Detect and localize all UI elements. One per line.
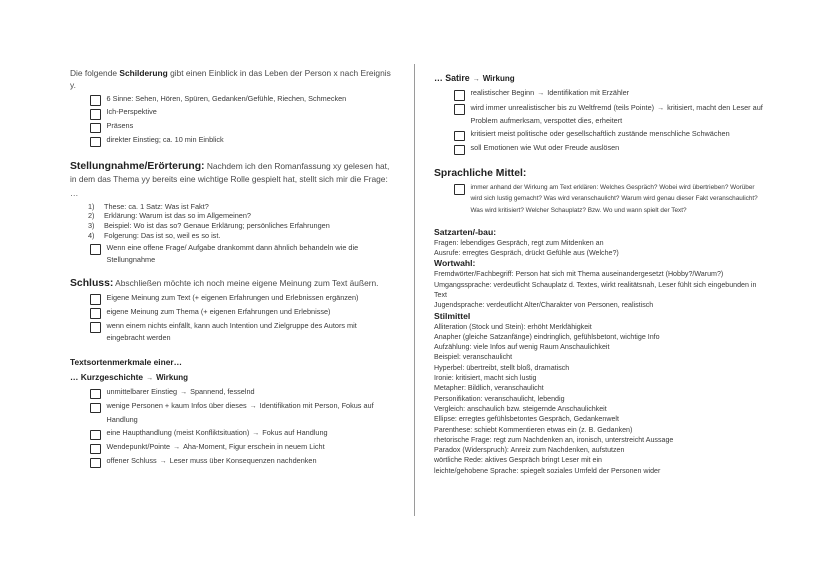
- checkbox[interactable]: [90, 244, 101, 255]
- kurzgeschichte-heading: … Kurzgeschichte → Wirkung: [70, 371, 189, 382]
- list-item: Personifikation: veranschaulicht, lebendig: [434, 394, 565, 403]
- list-item: Hyperbel: übertreibt, stellt bloß, dramatisch: [434, 363, 570, 372]
- checklist-item[interactable]: Wendepunkt/Pointe → Aha-Moment, Figur erschein in neuem Licht: [90, 443, 396, 455]
- list-item: wörtliche Rede: aktives Gespräch bringt Leser mit ein: [434, 456, 602, 465]
- list-item: leichte/gehobene Sprache: spiegelt soziales Umfeld der Personen wider: [434, 466, 661, 475]
- checklist-item[interactable]: offener Schluss → Leser muss über Konsequenzen nachdenken: [90, 457, 396, 469]
- checkbox[interactable]: [454, 145, 465, 156]
- checkbox[interactable]: [454, 131, 465, 142]
- checkbox[interactable]: [90, 389, 101, 400]
- checklist-item[interactable]: direkter Einstieg; ca. 10 min Einblick: [90, 136, 396, 148]
- right-column: [434, 68, 764, 476]
- checkbox[interactable]: [454, 90, 465, 101]
- checklist-item[interactable]: 6 Sinne: Sehen, Hören, Spüren, Gedanken/Gefühle, Riechen, Schmecken: [90, 94, 396, 106]
- list-item: Fremdwörter/Fachbegriff: Person hat sich mit Thema auseinandergesetzt (Hobby?/Warum?): [434, 270, 724, 279]
- checklist-item[interactable]: Präsens: [90, 122, 396, 134]
- checkbox[interactable]: [90, 322, 101, 333]
- list-item: Vergleich: anschaulich bzw. steigernde Anschaulichkeit: [434, 404, 607, 413]
- wortwahl-heading: Wortwahl:: [434, 258, 476, 269]
- list-item: 3) Beispiel: Wo ist das so? Genaue Erklärung; persönliches Erfahrungen: [88, 221, 330, 231]
- checklist-item[interactable]: immer anhand der Wirkung am Text erklären: Welches Gespräch? Wobei wird übertrieben? Worüber wird sich lustig gemacht? Was wird veranschaulicht? Warum wird genau dieser Fakt veranschaulicht? Was wird kritisiert? Welcher Schauplatz? Bzw. Wo und wann spielt der Text?: [454, 183, 764, 216]
- checkbox[interactable]: [90, 294, 101, 305]
- left-column: [70, 68, 396, 471]
- stilmittel-heading: Stilmittel: [434, 310, 471, 321]
- checkbox[interactable]: [90, 444, 101, 455]
- arrow-icon: →: [657, 104, 665, 112]
- list-item: Ausrufe: erregtes Gespräch, drückt Gefühle aus (Welche?): [434, 249, 619, 258]
- steps-list: [88, 202, 396, 242]
- satzarten-heading: Satzarten/-bau:: [434, 226, 497, 237]
- list-item: Paradox (Widerspruch): Anreiz zum Nachdenken, aufstutzen: [434, 446, 625, 455]
- checklist-item[interactable]: realistischer Beginn → Identifikation mit Erzähler: [454, 89, 764, 101]
- list-item: rhetorische Frage: regt zum Nachdenken an, ironisch, unterstreicht Aussage: [434, 435, 674, 444]
- list-item: Ellipse: erregtes gefühlsbetontes Gespräch, Gedankenwelt: [434, 415, 619, 424]
- list-item: 4) Folgerung: Das ist so, weil es so ist.: [88, 231, 221, 241]
- arrow-icon: →: [537, 90, 545, 98]
- checklist-item[interactable]: eigene Meinung zum Thema (+ eigenen Erfahrungen und Erlebnisse): [90, 307, 396, 319]
- checkbox[interactable]: [90, 123, 101, 134]
- list-item: Fragen: lebendiges Gespräch, regt zum Mitdenken an: [434, 238, 604, 247]
- checkbox[interactable]: [90, 458, 101, 469]
- arrow-icon: →: [472, 76, 480, 83]
- checkbox[interactable]: [90, 430, 101, 441]
- list-item: 2) Erklärung: Warum ist das so im Allgemeinen?: [88, 211, 251, 221]
- checklist-item[interactable]: wenige Personen + kaum Infos über dieses → Identifikation mit Person, Fokus auf Handlung: [90, 402, 396, 426]
- textsorten-heading: Textsortenmerkmale einer…: [70, 356, 183, 367]
- checkbox[interactable]: [90, 95, 101, 106]
- checklist-item[interactable]: wird immer unrealistischer bis zu Weltfremd (teils Pointe) → kritisiert, macht den Leser auf Problem aufmerksam, verspottet dies, erheitert: [454, 103, 764, 127]
- list-item: Jugendsprache: verdeutlicht Alter/Charakter von Personen, realistisch: [434, 301, 654, 310]
- checkbox[interactable]: [90, 403, 101, 414]
- arrow-icon: →: [159, 458, 167, 466]
- list-item: Metapher: Bildlich, veranschaulicht: [434, 384, 544, 393]
- arrow-icon: →: [249, 403, 257, 411]
- checklist-item[interactable]: wenn einem nichts einfällt, kann auch Intention und Zielgruppe des Autors mit eingebracht werden: [90, 321, 396, 344]
- list-item: Umgangssprache: verdeutlicht Schauplatz d. Textes, wirkt realitätsnah, Leser fühlt sich eingebunden in Text: [434, 280, 757, 299]
- checklist-item[interactable]: soll Emotionen wie Wut oder Freude auslösen: [454, 144, 764, 156]
- checkbox[interactable]: [90, 109, 101, 120]
- list-item: Parenthese: schiebt Kommentieren etwas ein (z. B. Gedanken): [434, 425, 633, 434]
- checklist-item[interactable]: Ich-Perspektive: [90, 108, 396, 120]
- arrow-icon: →: [146, 374, 154, 382]
- arrow-icon: →: [173, 444, 181, 452]
- list-item: Ironie: kritisiert, macht sich lustig: [434, 374, 537, 383]
- list-item: Alliteration (Stock und Stein): erhöht Merkfähigkeit: [434, 322, 592, 331]
- list-item: Aufzählung: viele Infos auf wenig Raum Anschaulichkeit: [434, 343, 610, 352]
- checkbox[interactable]: [454, 184, 465, 195]
- arrow-icon: →: [252, 429, 260, 437]
- checklist-item[interactable]: Eigene Meinung zum Text (+ eigenen Erfahrungen und Erlebnissen ergänzen): [90, 293, 396, 305]
- sprachliche-mittel-heading: Sprachliche Mittel:: [434, 167, 527, 179]
- list-item: Anapher (gleiche Satzanfänge) eindringlich, gefühlsbetont, wichtige Info: [434, 332, 660, 341]
- stellungnahme-heading: Stellungnahme/Erörterung: Nachdem ich den Romanfassung xy gelesen hat, in dem das Thema yy bereits eine wichtige Rolle gespielt hat, stellt sich mir die Frage: …: [70, 160, 390, 198]
- checklist-item[interactable]: eine Haupthandlung (meist Konfliktsituation) → Fokus auf Handlung: [90, 429, 396, 441]
- intro-paragraph: Die folgende Schilderung gibt einen Einblick in das Leben der Person x nach Ereignis y.: [70, 68, 391, 90]
- list-item: Beispiel: veranschaulicht: [434, 353, 513, 362]
- checklist-item[interactable]: kritisiert meist politische oder gesellschaftlich zustände menschliche Schwächen: [454, 130, 764, 142]
- list-item: 1) These: ca. 1 Satz: Was ist Fakt?: [88, 201, 209, 211]
- checkbox[interactable]: [90, 308, 101, 319]
- checklist-item[interactable]: unmittelbarer Einstieg → Spannend, fesselnd: [90, 388, 396, 400]
- satire-heading: … Satire → Wirkung: [434, 73, 515, 83]
- arrow-icon: →: [180, 389, 188, 397]
- column-divider: [414, 64, 415, 516]
- checkbox[interactable]: [454, 104, 465, 115]
- checkbox[interactable]: [90, 137, 101, 148]
- schluss-heading: Schluss: Abschließen möchte ich noch meine eigene Meinung zum Text äußern.: [70, 277, 379, 289]
- checklist-item[interactable]: Wenn eine offene Frage/ Aufgabe drankommt dann ähnlich behandeln wie die Stellungnahme: [90, 243, 396, 266]
